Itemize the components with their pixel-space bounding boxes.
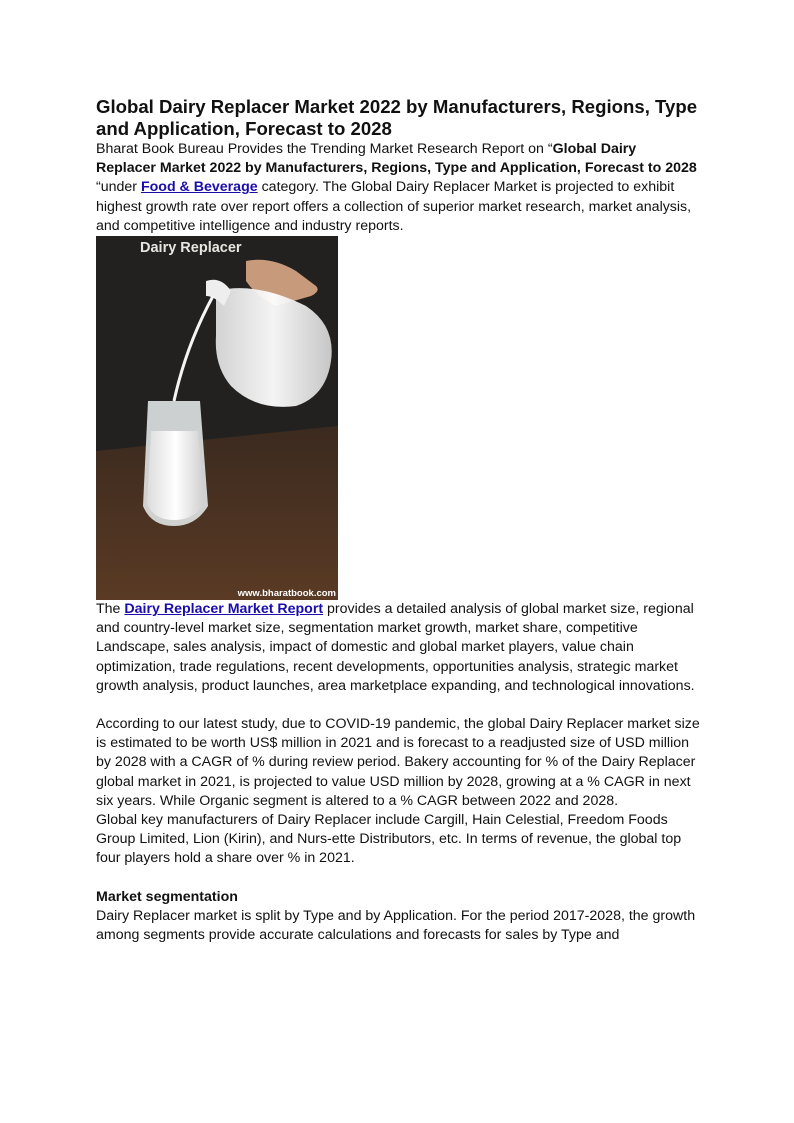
page-title: Global Dairy Replacer Market 2022 by Manufacturers, Regions, Type and Application, Forecast to 2028 <box>96 96 698 139</box>
manufacturers-paragraph: Global key manufacturers of Dairy Replacer include Cargill, Hain Celestial, Freedom Foods Group Limited, Lion (Kirin), and Nurs-ette Distributors, etc. In terms of revenue, the global top four players hold a share over % in 2021. <box>96 812 682 867</box>
report-description-paragraph <box>96 600 700 696</box>
dairy-replacer-report-link[interactable]: Dairy Replacer Market Report <box>124 601 324 618</box>
intro-paragraph <box>96 140 700 236</box>
paragraph1-suffix: provides a detailed analysis of global market size, regional and country-level market size, segmentation market growth, market share, competitive Landscape, sales analysis, impact of domestic and global market players, value chain optimization, trade regulations, recent developments, opportunities analysis, strategic market growth analysis, product launches, area marketplace expanding, and technological innovations. <box>96 601 695 694</box>
intro-prefix: Bharat Book Bureau Provides the Trending Market Research Report on “ <box>96 141 553 157</box>
segmentation-heading: Market segmentation <box>96 888 238 905</box>
paragraph-spacer <box>96 869 700 888</box>
segmentation-paragraph: Dairy Replacer market is split by Type and by Application. For the period 2017-2028, the growth among segments provide accurate calculations and forecasts for sales by Type and <box>96 907 696 944</box>
milk-pour-illustration <box>96 236 338 600</box>
document-body <box>96 96 700 945</box>
dairy-replacer-image <box>96 236 338 600</box>
intro-report-name: Global Dairy Replacer Market 2022 by Manufacturers, Regions, Type and Application, Forecast to 2028 <box>96 141 697 177</box>
covid-study-paragraph: According to our latest study, due to COVID-19 pandemic, the global Dairy Replacer market size is estimated to be worth US$ million in 2021 and is forecast to a readjusted size of USD million by 2028 with a CAGR of % during review period. Bakery accounting for % of the Dairy Replacer global market in 2021, is projected to value USD million by 2028, growing at a % CAGR in next six years. While Organic segment is altered to a % CAGR between 2022 and 2028. <box>96 716 700 809</box>
intro-under-text: “under <box>96 179 141 196</box>
food-beverage-link[interactable]: Food & Beverage <box>140 179 258 196</box>
paragraph1-prefix: The <box>96 601 125 618</box>
figure-caption: Dairy Replacer <box>140 240 242 257</box>
intro-suffix: category. The Global Dairy Replacer Market is projected to exhibit highest growth rate over report offers a collection of superior market research, market analysis, and competitive intelligence and industry reports. <box>96 179 692 234</box>
figure-watermark: www.bharatbook.com <box>237 588 336 600</box>
paragraph-spacer <box>96 696 700 715</box>
